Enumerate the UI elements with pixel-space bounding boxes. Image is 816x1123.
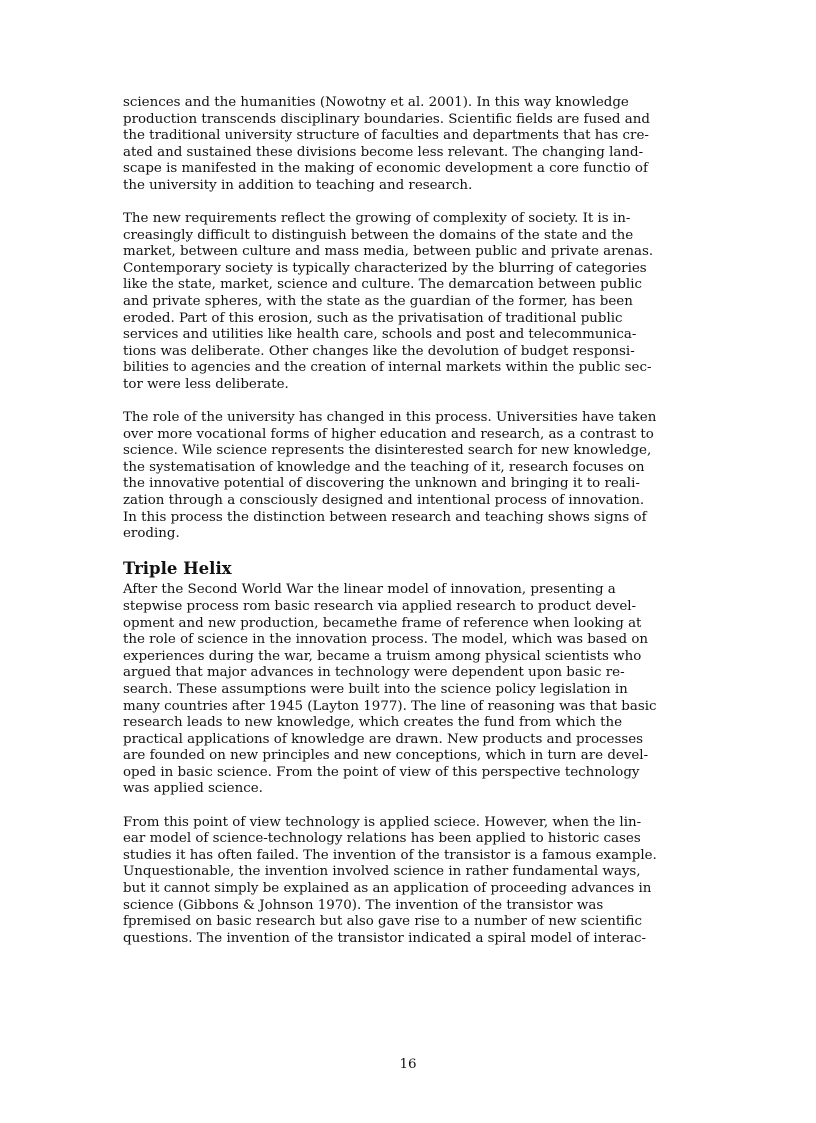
text-line: The role of the university has changed in this process. Universities have taken: [123, 410, 657, 426]
text-line: eroded. Part of this erosion, such as the privatisation of traditional public: [123, 310, 623, 326]
text-line: over more vocational forms of higher education and research, as a contrast to: [123, 426, 654, 442]
text-line: search. These assumptions were built into the science policy legislation in: [123, 681, 628, 697]
text-line: tions was deliberate. Other changes like the devolution of budget responsi-: [123, 343, 635, 359]
section-before-heading: [123, 95, 700, 543]
paragraph: [123, 582, 700, 798]
text-line: argued that major advances in technology were dependent upon basic re-: [123, 665, 625, 681]
text-line: the university in addition to teaching and research.: [123, 177, 473, 193]
text-line: production transcends disciplinary boundaries. Scientific fields are fused and: [123, 111, 650, 127]
text-line: oped in basic science. From the point of view of this perspective technology: [123, 764, 640, 780]
text-line: From this point of view technology is applied sciece. However, when the lin-: [123, 814, 642, 830]
text-line: experiences during the war, became a truism among physical scientists who: [123, 648, 642, 664]
paragraph: [123, 815, 700, 948]
text-line: many countries after 1945 (Layton 1977). The line of reasoning was that basic: [123, 698, 657, 714]
text-line: practical applications of knowledge are drawn. New products and processes: [123, 731, 644, 747]
text-line: Unquestionable, the invention involved science in rather fundamental ways,: [123, 864, 641, 880]
text-line: the systematisation of knowledge and the teaching of it, research focuses on: [123, 459, 645, 475]
text-line: After the Second World War the linear model of innovation, presenting a: [123, 582, 616, 598]
text-line: ear model of science-technology relations has been applied to historic cases: [123, 831, 641, 847]
page-body: [123, 95, 700, 964]
text-line: science. Wile science represents the disinterested search for new knowledge,: [123, 443, 652, 459]
text-line: questions. The invention of the transistor indicated a spiral model of interac-: [123, 930, 647, 946]
text-line: opment and new production, becamethe frame of reference when looking at: [123, 615, 642, 631]
section-heading: Triple Helix: [123, 559, 232, 579]
text-line: the role of science in the innovation process. The model, which was based on: [123, 632, 649, 648]
text-line: tor were less deliberate.: [123, 377, 289, 392]
text-line: scape is manifested in the making of economic development a core functio of: [123, 161, 648, 177]
text-line: creasingly difficult to distinguish between the domains of the state and the: [123, 227, 634, 243]
text-line: In this process the distinction between research and teaching shows signs of: [123, 509, 647, 525]
paragraph: [123, 211, 700, 394]
text-line: but it cannot simply be explained as an application of proceeding advances in: [123, 880, 652, 896]
text-line: stepwise process rom basic research via applied research to product devel-: [123, 598, 637, 614]
text-line: the traditional university structure of faculties and departments that has cre-: [123, 128, 649, 144]
text-line: market, between culture and mass media, between public and private arenas.: [123, 244, 654, 260]
text-line: studies it has often failed. The invention of the transistor is a famous example.: [123, 847, 657, 863]
text-line: was applied science.: [123, 781, 263, 797]
text-line: services and utilities like health care, schools and post and telecommunica-: [123, 327, 637, 343]
text-line: science (Gibbons & Johnson 1970). The invention of the transistor was: [123, 897, 604, 913]
text-line: research leads to new knowledge, which creates the fund from which the: [123, 715, 623, 731]
paragraph: [123, 95, 700, 195]
text-line: ated and sustained these divisions become less relevant. The changing land-: [123, 144, 644, 160]
section-after-heading: [123, 582, 700, 947]
text-line: like the state, market, science and culture. The demarcation between public: [123, 277, 642, 293]
text-line: the innovative potential of discovering the unknown and bringing it to reali-: [123, 476, 640, 492]
text-line: Contemporary society is typically characterized by the blurring of categories: [123, 260, 647, 276]
text-line: The new requirements reflect the growing of complexity of society. It is in-: [123, 211, 631, 227]
text-line: fpremised on basic research but also gave rise to a number of new scientific: [123, 914, 642, 930]
page-number: 16: [399, 1057, 417, 1072]
text-line: zation through a consciously designed and intentional process of innovation.: [123, 493, 645, 509]
text-line: sciences and the humanities (Nowotny et al. 2001). In this way knowledge: [123, 95, 629, 110]
paragraph: [123, 410, 700, 543]
text-line: are founded on new principles and new conceptions, which in turn are devel-: [123, 748, 649, 764]
text-line: bilities to agencies and the creation of internal markets within the public sec-: [123, 360, 652, 376]
text-line: eroding.: [123, 526, 180, 542]
text-line: and private spheres, with the state as the guardian of the former, has been: [123, 294, 633, 310]
